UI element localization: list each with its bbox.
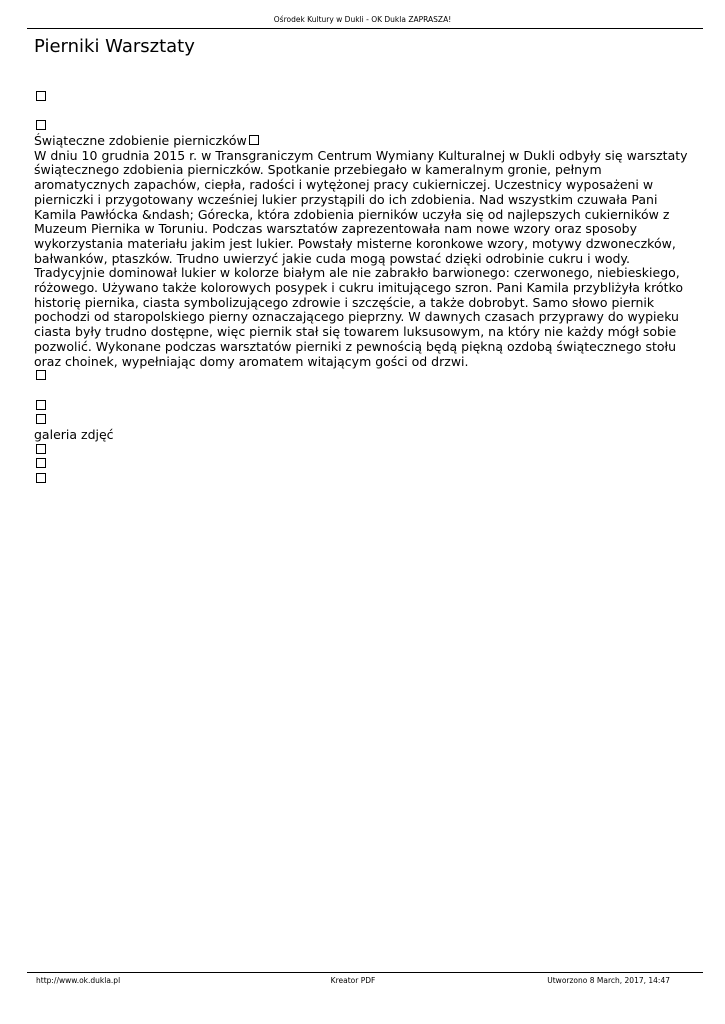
missing-glyph-box: [36, 473, 46, 483]
header-divider: [27, 28, 703, 29]
missing-glyph-box: [36, 400, 46, 410]
gallery-label: galeria zdjęć: [34, 427, 114, 443]
blank-line: [34, 384, 699, 399]
missing-glyph-box: [36, 444, 46, 454]
placeholder-glyph-line: [34, 472, 699, 487]
footer-created-date: Utworzono 8 March, 2017, 14:47: [547, 976, 670, 985]
article-content: [34, 90, 699, 487]
blank-line: [34, 105, 699, 120]
placeholder-glyph-line: [34, 457, 699, 472]
placeholder-glyph-line: [34, 413, 699, 428]
footer-url-link[interactable]: http://www.ok.dukla.pl: [36, 976, 121, 985]
missing-glyph-box: [36, 91, 46, 101]
placeholder-glyph-line: [34, 443, 699, 458]
placeholder-glyph-line: [34, 369, 699, 384]
placeholder-glyph-line: [34, 90, 699, 105]
page-title: Pierniki Warsztaty: [34, 36, 195, 57]
footer-generator: Kreator PDF: [330, 976, 376, 985]
missing-glyph-box: [36, 120, 46, 130]
missing-glyph-box: [36, 414, 46, 424]
article-body: W dniu 10 grudnia 2015 r. w Transgraniczym Centrum Wymiany Kulturalnej w Dukli odbyły się warsztaty świątecznego zdobienia pierniczków. Spotkanie przebiegało w kameralnym gronie, pełnym aromatycznych zapachów, ciepła, radości i wytężonej pracy cukierniczej. Uczestnicy wyposażeni w pierniczki i przygotowany wcześniej lukier przystąpili do ich zdobienia. Nad wszystkim czuwała Pani Kamila Pawłócka &ndash; Górecka, która zdobienia pierników uczyła się od najlepszych cukierników z Muzeum Piernika w Toruniu. Podczas warsztatów zaprezentowała nam nowe wzory oraz sposoby wykorzystania materiału jakim jest lukier. Powstały misterne koronkowe wzory, motywy dzwoneczków, bałwanków, ptaszków. Trudno uwierzyć jakie cuda mogą powstać dzięki odrobinie cukru i wody. Tradycyjnie dominował lukier w kolorze białym ale nie zabrakło barwionego: czerwonego, niebieskiego, różowego. Używano także kolorowych posypek i cukru imitującego szron. Pani Kamila przybliżyła krótko historię piernika, ciasta symbolizującego zdrowie i szczęście, a także dobrobyt. Samo słowo piernik pochodzi od staropolskiego pierny oznaczającego pieprzny. W dawnych czasach przyprawy do wypieku ciasta były trudno dostępne, więc piernik stał się towarem luksusowym, na który nie każdy mógł sobie pozwolić. Wykonane podczas warsztatów pierniki z pewnością będą piękną ozdobą świątecznego stołu oraz choinek, wypełniając domy aromatem witającym gości od drzwi.: [34, 147, 688, 369]
missing-glyph-box: [36, 370, 46, 380]
placeholder-glyph-line: [34, 119, 699, 134]
placeholder-glyph-line: [34, 399, 699, 414]
site-header-title: Ośrodek Kultury w Dukli - OK Dukla ZAPRASZA!: [273, 15, 452, 24]
article-heading: Świąteczne zdobienie pierniczków: [34, 133, 247, 149]
missing-glyph-box: [249, 135, 259, 145]
missing-glyph-box: [36, 458, 46, 468]
article-heading-line: [34, 134, 699, 149]
footer-divider: [27, 972, 703, 973]
